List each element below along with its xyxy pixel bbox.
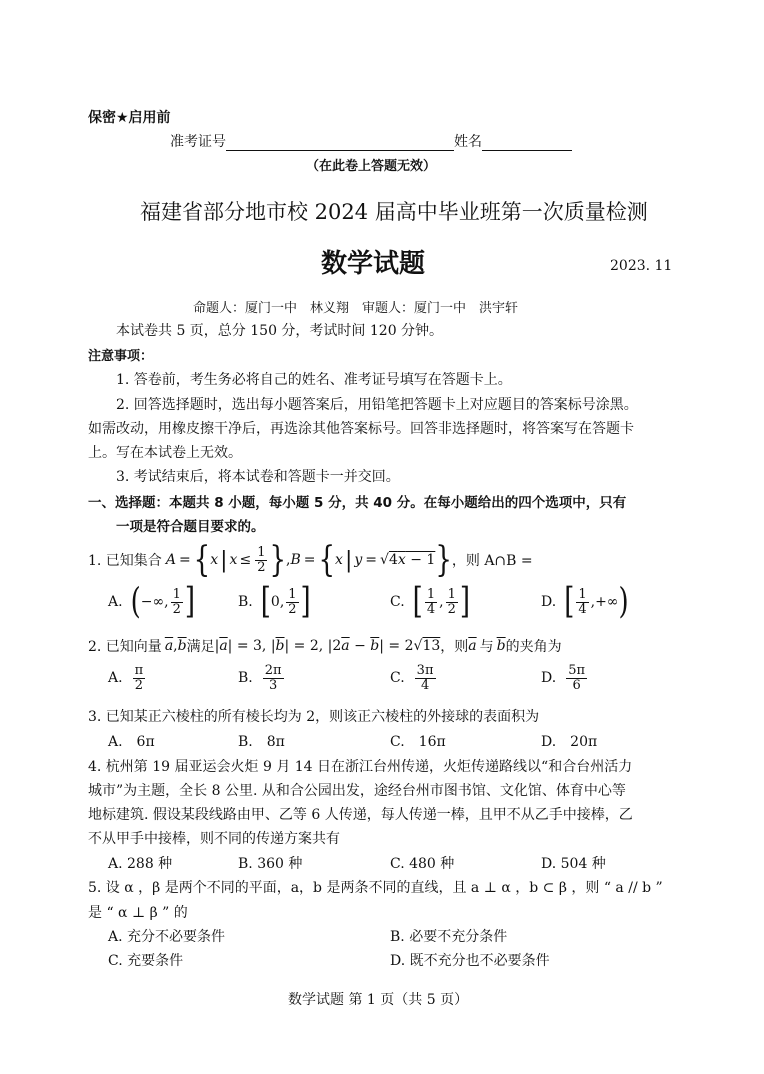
note-1: 1. 答卷前，考生务必将自己的姓名、准考证号填写在答题卡上。 [116,372,512,388]
sqrt-icon: √ [380,552,389,568]
question-1: 1. 已知集合 A = { x | x ≤ $\frac{1}{2}$ } , B = { x | y = √ 4x − 1 } ，则 A∩B = [88,539,533,581]
page-title: 数学试题 [321,249,426,279]
q2-option-a: A. $\frac{\pi}{2}$ [108,663,144,693]
q5-option-d: D. 既不充分也不必要条件 [390,953,550,969]
candidate-info-line [170,131,572,151]
exam-subtitle: 福建省部分地市校 2024 届高中毕业班第一次质量检测 [140,200,648,224]
q5-option-c: C. 充要条件 [108,953,184,969]
note-3: 3. 考试结束后，将本试卷和答题卡一并交回。 [116,469,400,485]
q2-option-d: D. $\frac{5\pi}{6}$ [541,663,586,693]
section-1-heading-line-2: 一项是符合题目要求的。 [116,519,265,535]
authors-line: 命题人：厦门一中 林义翔 审题人：厦门一中 洪宇轩 [193,301,519,316]
confidential-label: 保密★启用前 [88,110,171,126]
question-4-line-4: 不从甲手中接棒，则不同的传递方案共有 [88,831,340,847]
q3-option-d: D. 20π [541,734,598,750]
q1-prefix: 1. 已知集合 [88,553,162,569]
note-2-line-3: 上。写在本试卷上无效。 [88,445,242,461]
q5-option-a: A. 充分不必要条件 [108,929,226,945]
question-4-line-3: 地标建筑. 假设某段线路由甲、乙等 6 人传递，每人传递一棒，且甲不从乙手中接棒，乙 [88,807,633,823]
q1-option-a: A. ( −∞, $\frac{1}{2}$ ] [108,581,195,623]
q4-option-a: A. 288 种 [108,856,173,872]
q2-option-c: C. $\frac{3\pi}{4}$ [390,663,434,693]
q2-option-b: B. $\frac{2\pi}{3}$ [238,663,282,693]
q1-set-a: A [165,552,176,568]
question-5-line-1: 5. 设 α ，β 是两个不同的平面，a，b 是两条不同的直线，且 a ⊥ α ，b ⊂ β ，则 “ a // b ” [88,880,663,896]
q4-option-c: C. 480 种 [390,856,455,872]
section-1-heading-line-1: 一、选择题：本题共 8 小题，每小题 5 分，共 40 分。在每小题给出的四个选项中，只有 [88,495,627,511]
name-blank [482,136,572,151]
question-5-line-2: 是 “ α ⊥ β ” 的 [88,905,188,921]
q1-suffix: ，则 A∩B = [451,553,533,569]
q4-option-b: B. 360 种 [238,856,303,872]
invalid-note: （在此卷上答题无效） [306,159,437,174]
q3-option-c: C. 16π [390,734,446,750]
question-2: 2. 已知向量 $\overline{a}$ , $\overline{b}$ 满足 $|\overline{a}| = 3$, $|\overline{b}| = 2$, $|2\overline{a} - \overline{b}| = 2√13$ ，则 $\overline{a}$ 与 $\overline{b}$ 的夹角为 [88,638,562,655]
q1-option-b: B. [ 0, $\frac{1}{2}$ ] [238,581,311,623]
name-label: 姓名 [454,134,482,150]
q5-option-b: B. 必要不充分条件 [390,929,508,945]
question-4-line-1: 4. 杭州第 19 届亚运会火炬 9 月 14 日在浙江台州传递，火炬传递路线以“和合台州活力 [88,759,633,775]
q1-option-c: C. [ $\frac{1}{4}$ , $\frac{1}{2}$ ] [390,581,470,623]
q3-option-b: B. 8π [238,734,285,750]
exam-date: 2023. 11 [610,258,673,274]
exam-number-label: 准考证号 [170,134,226,150]
note-2-line-1: 2. 回答选择题时，选出每小题答案后，用铅笔把答题卡上对应题目的答案标号涂黑。 [116,397,638,413]
q1-option-d: D. [ $\frac{1}{4}$ ,+∞ ) [541,581,629,623]
intro-text: 本试卷共 5 页，总分 150 分，考试时间 120 分钟。 [116,323,444,339]
notes-heading: 注意事项： [88,349,154,364]
question-4-line-2: 城市”为主题，全长 8 公里. 从和合公园出发，途经台州市图书馆、文化馆、体育中心等 [88,783,626,799]
question-3: 3. 已知某正六棱柱的所有棱长均为 2，则该正六棱柱的外接球的表面积为 [88,709,540,725]
note-2-line-2: 如需改动，用橡皮擦干净后，再选涂其他答案标号。回答非选择题时，将答案写在答题卡 [88,421,634,437]
q3-option-a: A. 6π [108,734,155,750]
page-footer: 数学试题 第 1 页（共 5 页） [288,992,469,1008]
q4-option-d: D. 504 种 [541,856,606,872]
exam-number-blank [226,136,454,151]
